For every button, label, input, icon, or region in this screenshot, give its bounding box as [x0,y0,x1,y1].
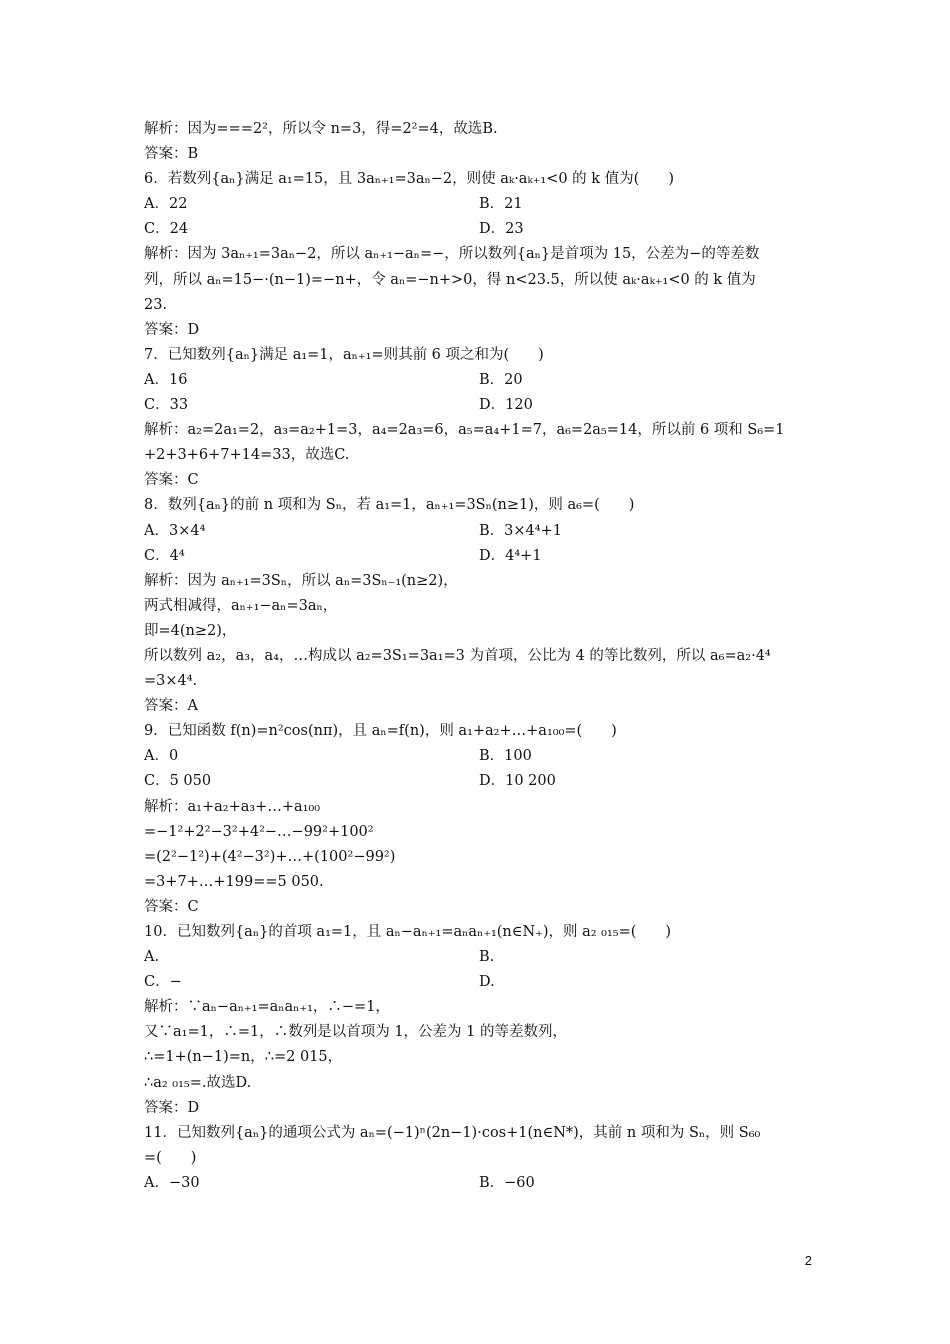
options-row [144,544,814,569]
text-line: 两式相减得，aₙ₊₁−aₙ=3aₙ， [144,597,338,614]
text-line: 答案：C [144,472,199,489]
text-line: 答案：D [144,321,200,338]
text-line: 答案：D [144,1099,200,1116]
option-left: C．24 [144,221,189,238]
text-line: 解析：因为===2²，所以令 n=3，得=2²=4，故选B. [144,121,498,137]
text-line: =3+7+…+199==5 050. [144,873,324,890]
text-line: 答案：C [144,898,199,915]
option-left: A．−30 [144,1174,200,1191]
option-left: A. [144,949,160,966]
option-right: D. [479,974,495,991]
options-row [144,192,814,217]
options-row [144,519,814,544]
text-line: 解析：因为 aₙ₊₁=3Sₙ，所以 aₙ=3Sₙ₋₁(n≥2)， [144,572,458,589]
text-line: =( ) [144,1149,197,1166]
option-left: C．4⁴ [144,547,185,564]
text-line: 所以数列 a₂，a₃，a₄，…构成以 a₂=3S₁=3a₁=3 为首项，公比为 4 的等比数列，所以 a₆=a₂·4⁴ [144,647,771,664]
option-right: B．100 [479,748,532,765]
text-line: 答案：A [144,698,198,715]
text-line: ∴=1+(n−1)=n，∴=2 015， [144,1049,343,1066]
option-left: A．16 [144,371,188,388]
text-line: 9．已知函数 f(n)=n²cos(nπ)，且 aₙ=f(n)，则 a₁+a₂+…+a₁₀₀=( ) [144,723,617,740]
text-line: =−1²+2²−3²+4²−…−99²+100² [144,823,374,840]
options-row [144,393,814,418]
option-right: B．−60 [479,1174,535,1191]
text-line: 即=4(n≥2)， [144,622,237,639]
text-line: 10．已知数列{aₙ}的首项 a₁=1，且 aₙ−aₙ₊₁=aₙaₙ₊₁(n∈N₊)，则 a₂ ₀₁₅=( ) [144,924,672,940]
options-row [144,217,814,242]
option-right: B．3×4⁴+1 [479,522,562,539]
option-left: A．22 [144,196,188,213]
options-row [144,368,814,393]
options-row [144,945,814,970]
text-line: 答案：B [144,146,199,163]
option-right: B．20 [479,371,523,388]
option-right: D．10 200 [479,773,556,790]
text-line: 11．已知数列{aₙ}的通项公式为 aₙ=(−1)ⁿ(2n−1)·cos+1(n∈N*)，其前 n 项和为 Sₙ，则 S₆₀ [144,1124,761,1141]
options-row [144,744,814,769]
text-line: 解析：a₁+a₂+a₃+…+a₁₀₀ [144,798,321,815]
text-line: 解析：a₂=2a₁=2，a₃=a₂+1=3，a₄=2a₃=6，a₅=a₄+1=7，a₆=2a₅=14，所以前 6 项和 S₆=1 [144,422,785,439]
options-row [144,1171,814,1196]
option-left: C．33 [144,397,189,414]
text-line: 7．已知数列{aₙ}满足 a₁=1，aₙ₊₁=则其前 6 项之和为( ) [144,346,544,363]
option-right: D．120 [479,397,533,414]
text-line: ∴a₂ ₀₁₅=.故选D. [144,1074,252,1091]
text-line: 又∵a₁=1，∴=1，∴数列是以首项为 1，公差为 1 的等差数列， [144,1024,567,1041]
text-line: 23. [144,296,168,313]
option-left: A．3×4⁴ [144,522,206,539]
options-row [144,970,814,995]
option-left: C．5 050 [144,773,212,790]
text-line: +2+3+6+7+14=33，故选C. [144,447,350,464]
text-line: 8．数列{aₙ}的前 n 项和为 Sₙ，若 a₁=1，aₙ₊₁=3Sₙ(n≥1)，则 a₆=( ) [144,497,635,514]
option-right: D．23 [479,221,524,238]
text-line: 列，所以 aₙ=15−·(n−1)=−n+，令 aₙ=−n+>0，得 n<23.5，所以使 aₖ·aₖ₊₁<0 的 k 值为 [144,271,756,288]
page-content [144,117,814,1196]
text-line: 6．若数列{aₙ}满足 a₁=15，且 3aₙ₊₁=3aₙ−2，则使 aₖ·aₖ₊₁<0 的 k 值为( ) [144,171,674,188]
option-right: B. [479,949,495,966]
option-right: B．21 [479,196,523,213]
option-right: D．4⁴+1 [479,547,542,564]
text-line: 解析：因为 3aₙ₊₁=3aₙ−2，所以 aₙ₊₁−aₙ=−，所以数列{aₙ}是首项为 15，公差为−的等差数 [144,246,760,263]
text-line: 解析：∵aₙ−aₙ₊₁=aₙaₙ₊₁，∴−=1， [144,999,390,1016]
options-row [144,769,814,794]
text-line: =3×4⁴. [144,673,198,690]
option-left: A．0 [144,748,179,765]
page-number: 2 [804,1253,812,1268]
option-left: C．− [144,974,182,991]
text-line: =(2²−1²)+(4²−3²)+…+(100²−99²) [144,848,396,865]
